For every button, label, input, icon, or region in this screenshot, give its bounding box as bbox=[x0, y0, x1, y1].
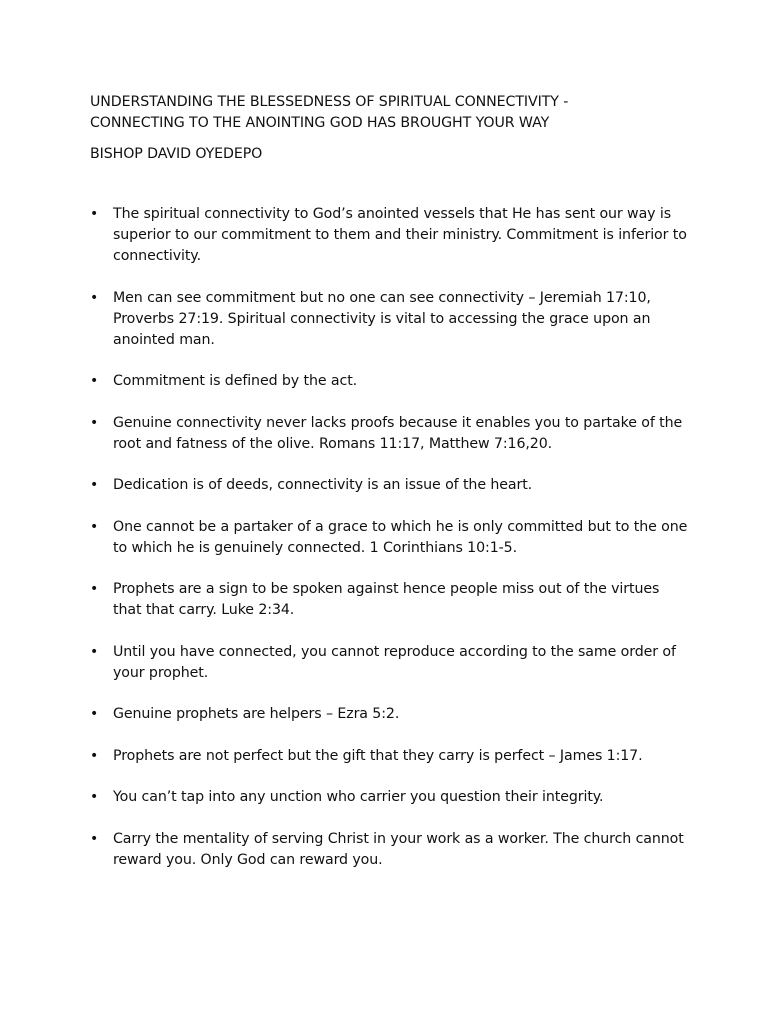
bullet-icon: • bbox=[90, 477, 99, 493]
bullet-item bbox=[90, 413, 690, 455]
document-title-line-2: CONNECTING TO THE ANOINTING GOD HAS BROUGHT YOUR WAY bbox=[90, 115, 550, 131]
document-page bbox=[90, 92, 690, 891]
bullet-text: Men can see commitment but no one can see connectivity – Jeremiah 17:10, Proverbs 27:19. Spiritual connectivity is vital to accessing the grace upon an anointed man. bbox=[113, 289, 651, 348]
bullet-icon: • bbox=[90, 414, 99, 431]
bullet-text: Genuine connectivity never lacks proofs because it enables you to partake of the root and fatness of the olive. Romans 11:17, Matthew 7:16,20. bbox=[113, 414, 683, 452]
bullet-icon: • bbox=[90, 373, 99, 389]
bullet-text: One cannot be a partaker of a grace to which he is only committed but to the one to which he is genuinely connected. 1 Corinthians 10:1-5. bbox=[113, 518, 688, 556]
bullet-text: Dedication is of deeds, connectivity is an issue of the heart. bbox=[113, 477, 533, 493]
bullet-icon: • bbox=[90, 747, 99, 764]
bullet-item bbox=[90, 642, 690, 684]
bullet-icon: • bbox=[90, 206, 99, 222]
bullet-icon: • bbox=[90, 706, 99, 722]
bullet-icon: • bbox=[90, 289, 99, 306]
document-author: BISHOP DAVID OYEDEPO bbox=[90, 146, 263, 162]
bullet-text: Until you have connected, you cannot reproduce according to the same order of your prophet. bbox=[113, 643, 676, 681]
bullet-text: Carry the mentality of serving Christ in your work as a worker. The church cannot reward you. Only God can reward you. bbox=[113, 830, 684, 868]
document-title-line-1: UNDERSTANDING THE BLESSEDNESS OF SPIRITUAL CONNECTIVITY - bbox=[90, 94, 569, 110]
bullet-list bbox=[90, 204, 690, 871]
bullet-item bbox=[90, 475, 690, 496]
bullet-item bbox=[90, 517, 690, 559]
bullet-text: The spiritual connectivity to God’s anointed vessels that He has sent our way is superior to our commitment to them and their ministry. Commitment is inferior to connectivity. bbox=[113, 206, 687, 264]
bullet-item bbox=[90, 746, 690, 767]
bullet-item bbox=[90, 288, 690, 351]
bullet-text: You can’t tap into any unction who carrier you question their integrity. bbox=[113, 789, 604, 805]
bullet-icon: • bbox=[90, 789, 99, 805]
bullet-text: Genuine prophets are helpers – Ezra 5:2. bbox=[113, 706, 400, 722]
bullet-text: Prophets are a sign to be spoken against hence people miss out of the virtues that that carry. Luke 2:34. bbox=[113, 581, 660, 618]
bullet-text: Commitment is defined by the act. bbox=[113, 373, 358, 389]
bullet-icon: • bbox=[90, 518, 99, 535]
bullet-item bbox=[90, 579, 690, 621]
bullet-item bbox=[90, 704, 690, 725]
bullet-icon: • bbox=[90, 830, 99, 847]
bullet-item bbox=[90, 371, 690, 392]
bullet-item bbox=[90, 787, 690, 808]
bullet-item bbox=[90, 829, 690, 871]
bullet-icon: • bbox=[90, 643, 99, 660]
bullet-text: Prophets are not perfect but the gift that they carry is perfect – James 1:17. bbox=[113, 747, 643, 764]
bullet-icon: • bbox=[90, 581, 99, 597]
bullet-item bbox=[90, 204, 690, 267]
